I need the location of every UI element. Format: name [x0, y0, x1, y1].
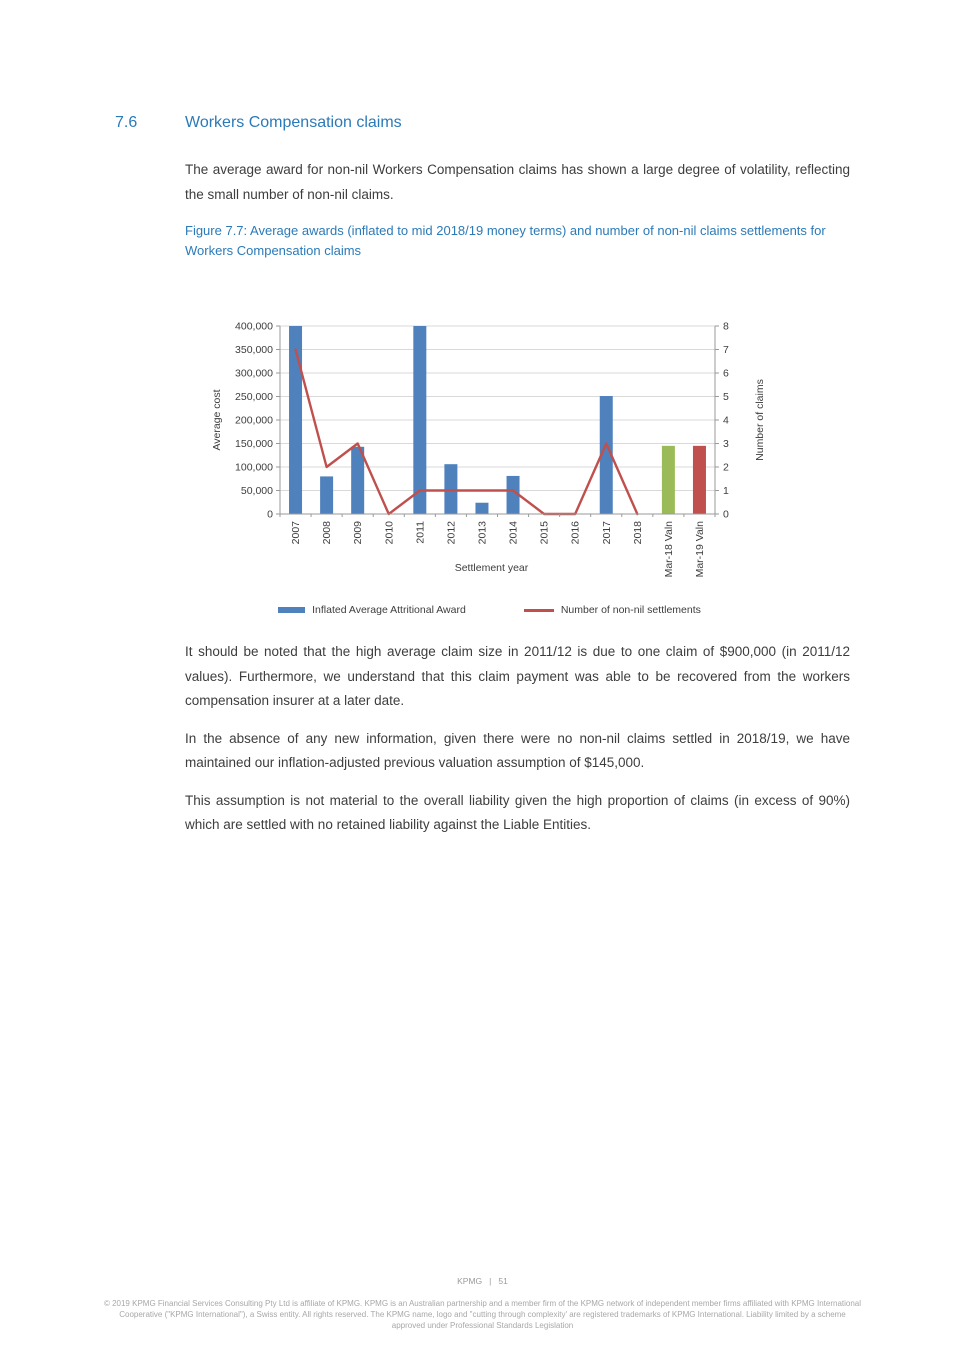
section-number: 7.6: [115, 114, 138, 131]
footer-divider: |: [489, 1276, 492, 1286]
body-paragraph-3: This assumption is not material to the overall liability given the high proportion of claims (in excess of 90%) which are settled with no retained liability against the Liable Entities.: [185, 792, 850, 832]
bar-2011: [413, 326, 426, 514]
x-tick-label: 2010: [383, 521, 396, 545]
bar-2013: [475, 503, 488, 514]
figure-chart: [202, 304, 777, 616]
body-paragraph-1: It should be noted that the high average claim size in 2011/12 is due to one claim of $900,000 (in 2011/12 values). Furthermore, we understand that this claim payment was able to be recovered from the workers compensation insurer at a later date.: [185, 644, 850, 708]
bar-Mar-18 Valn: [662, 446, 675, 514]
left-axis-tick-label: 200,000: [235, 414, 273, 427]
legend-item-bars: [278, 604, 466, 616]
x-tick-label: 2012: [445, 521, 458, 545]
left-axis-tick-label: 250,000: [235, 391, 273, 403]
right-axis-tick-label: 4: [723, 414, 729, 427]
page-reference: [0, 1276, 965, 1286]
left-axis-title: Average cost: [211, 389, 223, 451]
left-axis-tick-label: 0: [267, 508, 273, 521]
footer-brand: KPMG: [457, 1276, 483, 1286]
body-paragraph-2: In the absence of any new information, given there were no non-nil claims settled in 2018/19, we have maintained our inflation-adjusted previous valuation assumption of $145,000.: [185, 730, 850, 770]
legend-line-swatch-icon: [524, 609, 554, 612]
right-axis-tick-label: 2: [723, 461, 729, 474]
settlements-line: [296, 350, 638, 515]
right-axis-tick-label: 8: [723, 320, 729, 333]
left-axis-tick-label: 50,000: [240, 485, 273, 497]
x-tick-label: 2007: [290, 521, 303, 545]
page-footer: [0, 1276, 965, 1331]
x-tick-label: 2009: [352, 521, 365, 545]
x-tick-label: 2016: [569, 521, 582, 545]
x-tick-label: 2017: [600, 521, 613, 545]
x-tick-label: 2014: [507, 521, 520, 545]
left-axis-tick-label: 400,000: [235, 320, 273, 333]
section-title: Workers Compensation claims: [185, 114, 402, 131]
right-axis-tick-label: 6: [723, 367, 729, 380]
right-axis-tick-label: 7: [723, 344, 729, 356]
right-axis-tick-label: 0: [723, 508, 729, 521]
bar-2012: [444, 464, 457, 514]
left-axis-tick-label: 350,000: [235, 344, 273, 356]
bar-2007: [289, 326, 302, 514]
legend-label-line: Number of non-nil settlements: [560, 604, 701, 616]
x-tick-label: 2013: [476, 521, 489, 545]
x-tick-label: Mar-19 Valn: [693, 521, 706, 578]
chart-svg: [202, 304, 777, 594]
right-axis-tick-label: 3: [723, 438, 729, 450]
right-axis-tick-label: 1: [723, 485, 729, 497]
x-tick-label: 2011: [414, 521, 427, 544]
x-axis-title: Settlement year: [454, 562, 529, 574]
intro-paragraph: The average award for non-nil Workers Compensation claims has shown a large degree of volatility, reflecting the small number of non-nil claims.: [185, 162, 850, 202]
legend-label-bars: Inflated Average Attritional Award: [312, 604, 466, 616]
bar-2009: [351, 447, 364, 514]
left-axis-tick-label: 300,000: [235, 367, 273, 380]
bar-Mar-19 Valn: [693, 446, 706, 514]
legend-bar-swatch-icon: [278, 607, 305, 613]
x-tick-label: Mar-18 Valn: [662, 521, 675, 578]
left-axis-tick-label: 150,000: [235, 438, 273, 450]
x-tick-label: 2008: [321, 521, 334, 545]
bar-2008: [320, 476, 333, 514]
footer-page-number: 51: [498, 1276, 508, 1286]
footer-copyright: © 2019 KPMG Financial Services Consulting Pty Ltd is affiliate of KPMG. KPMG is an Australian partnership and a member firm of the KPMG network of independent member firms affiliated with KPMG International Cooperative ("KPMG International"), a Swiss entity. All rights reserved. The KPMG name, logo and "cutting through complexity' are registered trademarks of KPMG International. Liability limited by a scheme approved under Professional Standards Legislation: [103, 1299, 862, 1330]
legend-item-line: [524, 604, 701, 616]
x-tick-label: 2015: [538, 521, 551, 545]
right-axis-title: Number of claims: [754, 379, 766, 461]
left-axis-tick-label: 100,000: [235, 461, 273, 474]
section-heading: [115, 113, 850, 133]
right-axis-tick-label: 5: [723, 391, 729, 403]
x-tick-label: 2018: [631, 521, 644, 545]
chart-legend: [202, 604, 777, 616]
figure-caption: Figure 7.7: Average awards (inflated to mid 2018/19 money terms) and number of non-nil claims settlements for Workers Compensation claims: [185, 223, 826, 258]
